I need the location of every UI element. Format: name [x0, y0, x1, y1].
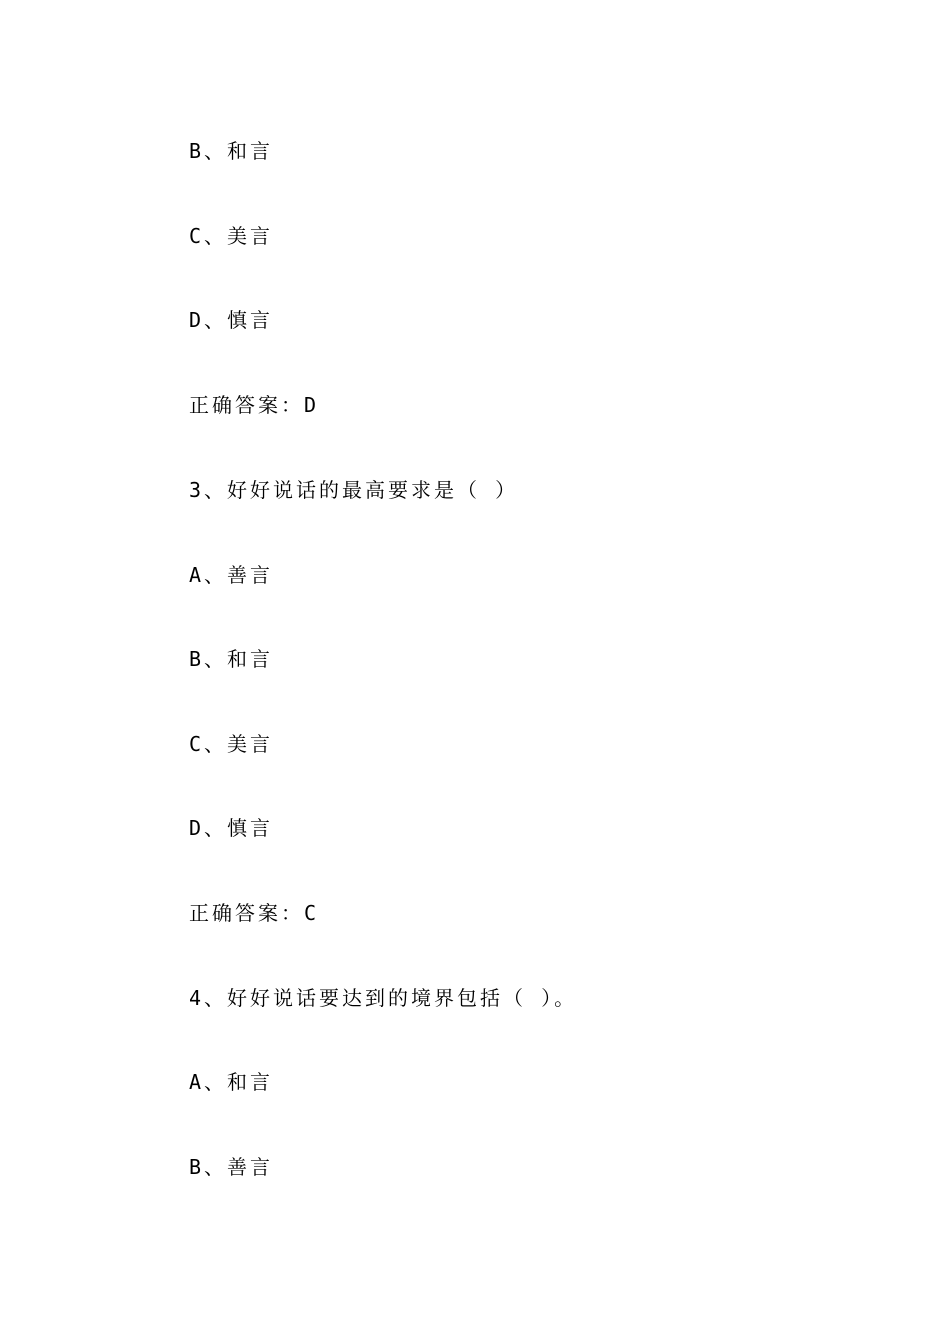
answer-line: 正确答案：D	[189, 393, 320, 417]
question-line: 4、好好说话要达到的境界包括（ ）。	[189, 986, 578, 1010]
option-b-line: B、和言	[189, 647, 274, 671]
answer-line: 正确答案：C	[189, 901, 320, 925]
question-line: 3、好好说话的最高要求是（ ）	[189, 478, 519, 502]
option-d-line: D、慎言	[189, 308, 274, 332]
option-c-line: C、美言	[189, 224, 274, 248]
option-a-line: A、和言	[189, 1070, 274, 1094]
option-c-line: C、美言	[189, 732, 274, 756]
option-a-line: A、善言	[189, 563, 274, 587]
option-d-line: D、慎言	[189, 816, 274, 840]
option-b-line: B、和言	[189, 139, 274, 163]
option-b-line: B、善言	[189, 1155, 274, 1179]
